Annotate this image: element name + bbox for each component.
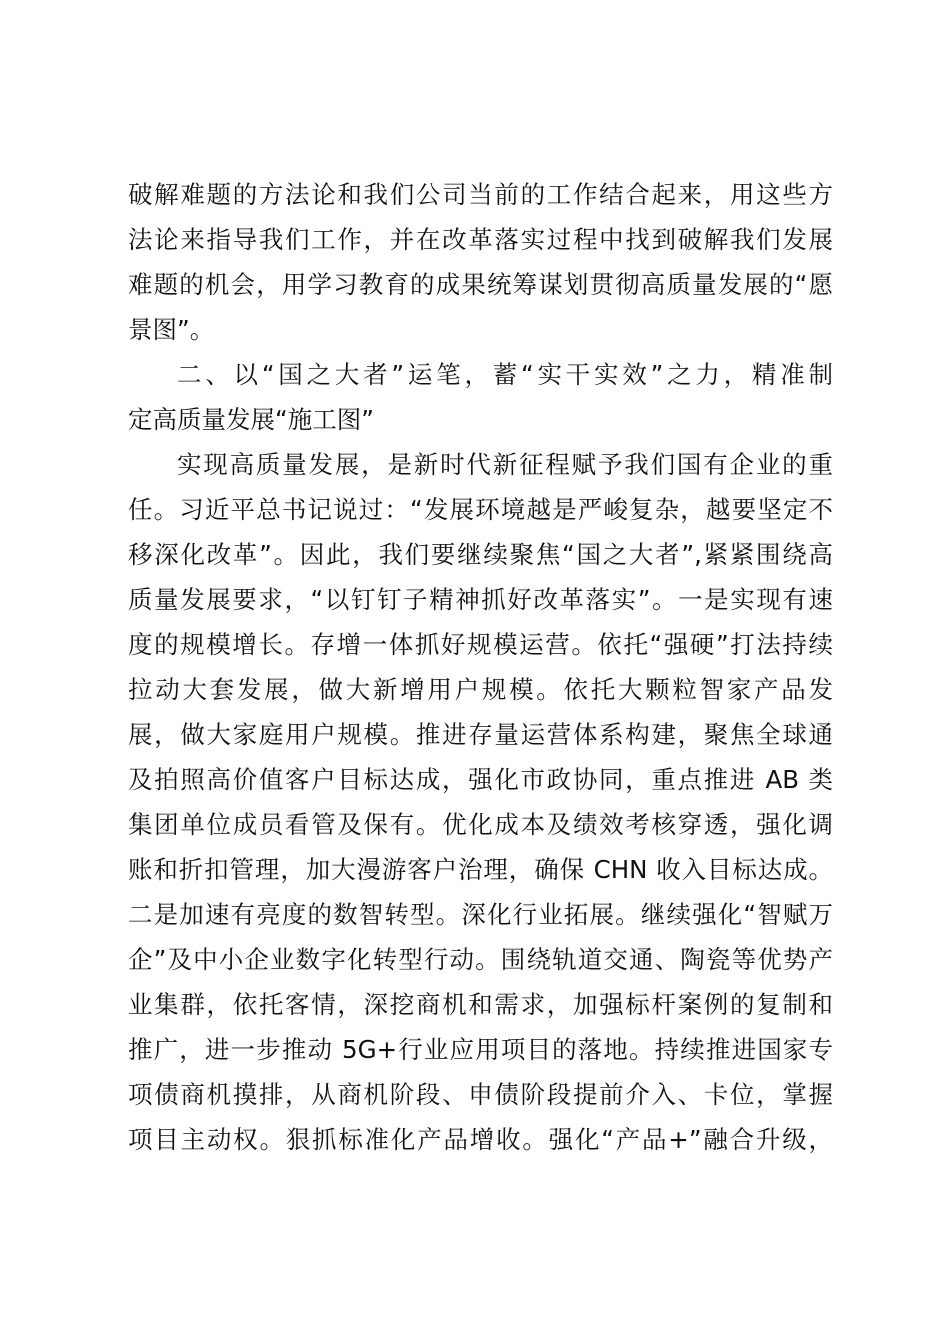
paragraph-line: 难题的机会，用学习教育的成果统筹谋划贯彻高质量发展的“愿 bbox=[128, 270, 833, 299]
section-heading-line: 定高质量发展“施工图” bbox=[128, 405, 374, 434]
document-body bbox=[128, 172, 833, 1162]
section-heading-line: 二、以“国之大者”运笔，蓄“实干实效”之力，精准制 bbox=[177, 360, 833, 389]
paragraph-line: 破解难题的方法论和我们公司当前的工作结合起来，用这些方 bbox=[128, 180, 833, 209]
paragraph-line: 度的规模增长。存增一体抓好规模运营。依托“强硬”打法持续 bbox=[128, 630, 833, 659]
paragraph-line: 集团单位成员看管及保有。优化成本及绩效考核穿透，强化调 bbox=[128, 810, 833, 839]
paragraph-line: 质量发展要求，“以钉钉子精神抓好改革落实”。一是实现有速 bbox=[128, 585, 833, 614]
paragraph-line: 任。习近平总书记说过：“发展环境越是严峻复杂，越要坚定不 bbox=[128, 495, 833, 524]
paragraph-line: 项债商机摸排，从商机阶段、申债阶段提前介入、卡位，掌握 bbox=[128, 1080, 833, 1109]
paragraph-line: 实现高质量发展，是新时代新征程赋予我们国有企业的重 bbox=[177, 450, 833, 479]
paragraph-line: 移深化改革”。因此，我们要继续聚焦“国之大者”,紧紧围绕高 bbox=[128, 540, 833, 569]
paragraph-line: 法论来指导我们工作，并在改革落实过程中找到破解我们发展 bbox=[128, 225, 833, 254]
paragraph-line: 项目主动权。狠抓标准化产品增收。强化“产品+”融合升级， bbox=[128, 1125, 833, 1154]
paragraph-line: 拉动大套发展，做大新增用户规模。依托大颗粒智家产品发 bbox=[128, 675, 833, 704]
paragraph-line: 企”及中小企业数字化转型行动。围绕轨道交通、陶瓷等优势产 bbox=[128, 945, 833, 974]
paragraph-line: 账和折扣管理，加大漫游客户治理，确保 CHN 收入目标达成。 bbox=[128, 855, 833, 884]
paragraph-line: 推广，进一步推动 5G+行业应用项目的落地。持续推进国家专 bbox=[128, 1035, 833, 1064]
paragraph-line: 展，做大家庭用户规模。推进存量运营体系构建，聚焦全球通 bbox=[128, 720, 833, 749]
paragraph-line: 及拍照高价值客户目标达成，强化市政协同，重点推进 AB 类 bbox=[128, 765, 833, 794]
paragraph-line: 景图”。 bbox=[128, 315, 215, 344]
paragraph-line: 业集群，依托客情，深挖商机和需求，加强标杆案例的复制和 bbox=[128, 990, 833, 1019]
paragraph-line: 二是加速有亮度的数智转型。深化行业拓展。继续强化“智赋万 bbox=[128, 900, 833, 929]
